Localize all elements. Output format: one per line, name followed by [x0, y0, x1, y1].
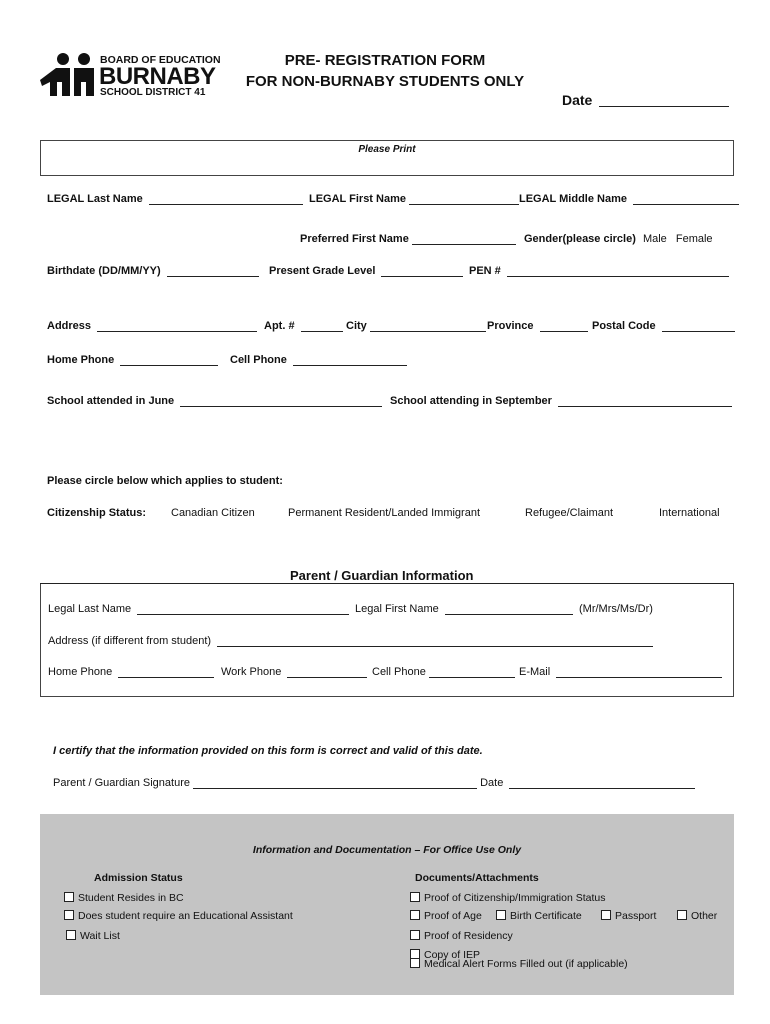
- pen-group: [469, 265, 729, 277]
- birthdate-input[interactable]: [167, 265, 259, 277]
- proof-age-label: Proof of Age: [424, 910, 482, 922]
- medical-alert-label: Medical Alert Forms Filled out (if applicable): [424, 958, 628, 970]
- form-title-line-2: FOR NON-BURNABY STUDENTS ONLY: [245, 73, 525, 90]
- apt-input[interactable]: [301, 320, 343, 332]
- please-print-label: Please Print: [358, 144, 416, 155]
- province-label: Province: [487, 320, 534, 332]
- legal-middle-name-label: LEGAL Middle Name: [519, 193, 627, 205]
- checkbox-icon[interactable]: [66, 930, 76, 940]
- form-title-line-1: PRE- REGISTRATION FORM: [284, 52, 486, 69]
- form-title: [240, 50, 530, 92]
- proof-residency-label: Proof of Residency: [424, 930, 513, 942]
- present-grade-label: Present Grade Level: [269, 265, 376, 277]
- school-june-label: School attended in June: [47, 395, 175, 407]
- school-september-group: [390, 395, 732, 407]
- wait-list-label: Wait List: [80, 930, 120, 942]
- checkbox-icon[interactable]: [677, 910, 687, 920]
- educational-assistant-checkbox[interactable]: [64, 910, 293, 922]
- parent-info-box: [40, 584, 734, 697]
- gender-female-option[interactable]: Female: [675, 233, 713, 245]
- province-input[interactable]: [540, 320, 588, 332]
- signature-date-label: Date: [480, 777, 504, 789]
- citizenship-option-canadian[interactable]: Canadian Citizen: [171, 507, 255, 519]
- citizenship-option-refugee[interactable]: Refugee/Claimant: [525, 507, 614, 519]
- proof-citizenship-checkbox[interactable]: [410, 892, 606, 904]
- pen-label: PEN #: [469, 265, 501, 277]
- parent-last-name-input[interactable]: [137, 603, 349, 615]
- checkbox-icon[interactable]: [410, 892, 420, 902]
- certify-statement: I certify that the information provided on this form is correct and valid of this date.: [53, 745, 483, 757]
- apt-label: Apt. #: [264, 320, 295, 332]
- parent-home-phone-group: [48, 666, 214, 678]
- postal-code-group: [592, 320, 735, 332]
- documents-heading: Documents/Attachments: [415, 872, 539, 884]
- date-label: Date: [562, 92, 593, 108]
- signature-label: Parent / Guardian Signature: [53, 777, 190, 789]
- address-group: [47, 320, 257, 332]
- please-print-box[interactable]: [40, 140, 734, 176]
- parent-work-phone-group: [221, 666, 367, 678]
- checkbox-icon[interactable]: [601, 910, 611, 920]
- gender-group: [524, 233, 713, 245]
- proof-citizenship-label: Proof of Citizenship/Immigration Status: [424, 892, 606, 904]
- district-logo: [40, 52, 221, 100]
- proof-age-checkbox[interactable]: [410, 910, 482, 922]
- home-phone-input[interactable]: [120, 354, 218, 366]
- school-september-input[interactable]: [558, 395, 732, 407]
- wait-list-checkbox[interactable]: [66, 930, 120, 942]
- parent-work-phone-label: Work Phone: [221, 666, 282, 678]
- parent-heading: [40, 568, 734, 584]
- present-grade-group: [269, 265, 463, 277]
- city-group: [346, 320, 486, 332]
- gender-label: Gender(please circle): [524, 233, 636, 245]
- checkbox-icon[interactable]: [410, 910, 420, 920]
- parent-email-input[interactable]: [556, 666, 722, 678]
- checkbox-icon[interactable]: [410, 958, 420, 968]
- parent-address-label: Address (if different from student): [48, 635, 212, 647]
- parent-last-name-label: Legal Last Name: [48, 603, 132, 615]
- admission-heading: Admission Status: [94, 872, 183, 884]
- parent-email-group: [519, 666, 722, 678]
- copy-iep-label: Copy of IEP: [424, 949, 481, 961]
- parent-cell-phone-group: [372, 666, 515, 678]
- cell-phone-input[interactable]: [293, 354, 407, 366]
- preferred-first-name-input[interactable]: [412, 233, 516, 245]
- parent-home-phone-label: Home Phone: [48, 666, 113, 678]
- parent-cell-phone-label: Cell Phone: [372, 666, 426, 678]
- checkbox-icon[interactable]: [64, 892, 74, 902]
- parent-address-group: [48, 635, 653, 647]
- parent-first-name-input[interactable]: [445, 603, 573, 615]
- school-june-group: [47, 395, 382, 407]
- passport-checkbox[interactable]: [601, 910, 656, 922]
- birth-certificate-checkbox[interactable]: [496, 910, 582, 922]
- legal-middle-name-input[interactable]: [633, 193, 739, 205]
- parent-email-label: E-Mail: [519, 666, 551, 678]
- pen-input[interactable]: [507, 265, 729, 277]
- city-label: City: [346, 320, 367, 332]
- resides-bc-label: Student Resides in BC: [78, 892, 184, 904]
- postal-code-input[interactable]: [662, 320, 735, 332]
- date-input[interactable]: [599, 92, 729, 107]
- legal-last-name-label: LEGAL Last Name: [47, 193, 143, 205]
- school-june-input[interactable]: [180, 395, 382, 407]
- parent-address-input[interactable]: [217, 635, 653, 647]
- educational-assistant-label: Does student require an Educational Assistant: [78, 910, 293, 922]
- preferred-first-name-group: [300, 233, 516, 245]
- parent-cell-phone-input[interactable]: [429, 666, 515, 678]
- birth-certificate-label: Birth Certificate: [510, 910, 582, 922]
- office-title: Information and Documentation – For Office Use Only: [252, 844, 522, 856]
- checkbox-icon[interactable]: [410, 930, 420, 940]
- parent-first-name-group: [355, 603, 573, 615]
- office-use-panel: [40, 814, 734, 995]
- legal-first-name-group: [309, 193, 519, 205]
- legal-first-name-label: LEGAL First Name: [309, 193, 406, 205]
- cell-phone-group: [230, 354, 407, 366]
- logo-line-2: BURNABY: [99, 63, 216, 90]
- signature-group: [53, 777, 695, 789]
- other-checkbox[interactable]: [677, 910, 717, 922]
- province-group: [487, 320, 588, 332]
- school-september-label: School attending in September: [390, 395, 552, 407]
- logo-line-1: BOARD OF EDUCATION: [100, 54, 221, 66]
- other-label: Other: [691, 910, 718, 922]
- row-legal-names: [47, 193, 303, 205]
- signature-date-input[interactable]: [509, 777, 695, 789]
- proof-residency-checkbox[interactable]: [410, 930, 513, 942]
- home-phone-label: Home Phone: [47, 354, 115, 366]
- birthdate-label: Birthdate (DD/MM/YY): [47, 265, 161, 277]
- logo-line-3: SCHOOL DISTRICT 41: [100, 87, 206, 98]
- parent-work-phone-input[interactable]: [287, 666, 367, 678]
- parent-last-name-group: [48, 603, 349, 615]
- cell-phone-label: Cell Phone: [230, 354, 287, 366]
- citizenship-label: Citizenship Status:: [47, 507, 147, 519]
- address-input[interactable]: [97, 320, 257, 332]
- legal-last-name-input[interactable]: [149, 193, 303, 205]
- checkbox-icon[interactable]: [64, 910, 74, 920]
- legal-first-name-input[interactable]: [409, 193, 519, 205]
- resides-bc-checkbox[interactable]: [64, 892, 184, 904]
- preferred-first-name-label: Preferred First Name: [300, 233, 409, 245]
- birthdate-group: [47, 265, 259, 277]
- address-label: Address: [47, 320, 92, 332]
- apt-group: [264, 320, 343, 332]
- city-input[interactable]: [370, 320, 486, 332]
- signature-input[interactable]: [193, 777, 477, 789]
- postal-code-label: Postal Code: [592, 320, 656, 332]
- passport-label: Passport: [615, 910, 657, 922]
- logo-figures-icon: [40, 52, 102, 100]
- circle-instruction: Please circle below which applies to student:: [47, 475, 283, 487]
- legal-middle-name-group: [519, 193, 739, 205]
- home-phone-group: [47, 354, 218, 366]
- parent-first-name-label: Legal First Name: [355, 603, 439, 615]
- present-grade-input[interactable]: [381, 265, 463, 277]
- citizenship-option-international[interactable]: International: [659, 507, 720, 519]
- gender-male-option[interactable]: Male: [642, 233, 667, 245]
- citizenship-option-permanent-resident[interactable]: Permanent Resident/Landed Immigrant: [288, 507, 480, 519]
- checkbox-icon[interactable]: [496, 910, 506, 920]
- date-field: [562, 92, 729, 108]
- parent-title-options[interactable]: (Mr/Mrs/Ms/Dr): [579, 603, 653, 615]
- parent-heading-text: Parent / Guardian Information: [290, 568, 474, 583]
- medical-alert-checkbox[interactable]: [410, 958, 628, 970]
- parent-home-phone-input[interactable]: [118, 666, 214, 678]
